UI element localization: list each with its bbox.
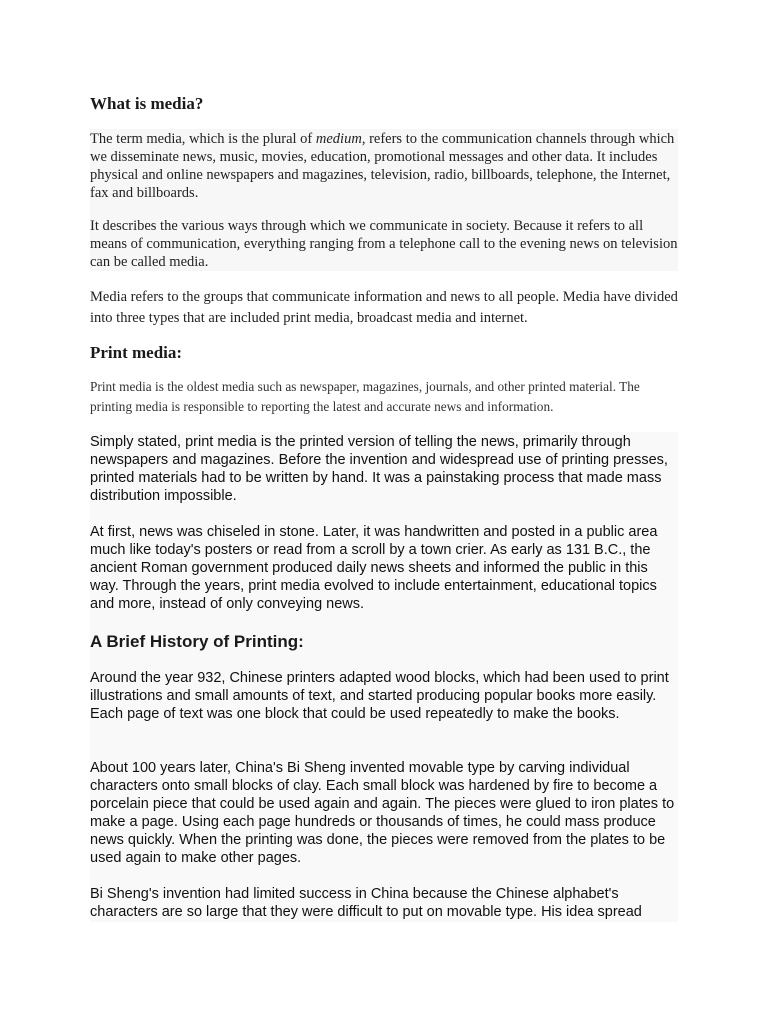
paragraph-8 — [90, 759, 680, 867]
paragraph-5 — [90, 433, 680, 505]
paragraph-text: At first, news was chiseled in stone. Later, it was handwritten and posted in a public area much like today's posters or read from a scroll by a town crier. As early as 131 B.C., the ancient Roman government produced daily news sheets and informed the public in this way. Through the years, print media evolved to include entertainment, educational topics and more, instead of only conveying news. — [90, 524, 658, 612]
paragraph-italic-text: medium — [315, 131, 362, 147]
heading-text: A Brief History of Printing: — [90, 632, 304, 651]
paragraph-6 — [90, 523, 680, 613]
paragraph-text: , refers to the communication channels through which we disseminate news, music, movies, education, promotional messages and other data. It includes physical and online newspapers and magazines, television, radio, billboards, telephone, the Internet, fax and billboards. — [90, 131, 675, 201]
paragraph-2 — [90, 217, 680, 271]
heading-brief-history — [90, 631, 680, 653]
paragraph-text: Media refers to the groups that communicate information and news to all people. Media have divided into three types that are included print media, broadcast media and internet. — [90, 289, 678, 326]
paragraph-3 — [90, 287, 680, 329]
paragraph-text: Simply stated, print media is the printed version of telling the news, primarily through newspapers and magazines. Before the invention and widespread use of printing presses, printed materials had to be written by hand. It was a painstaking process that made mass distribution impossible. — [90, 434, 668, 504]
heading-text: What is media? — [90, 94, 204, 113]
paragraph-text: Around the year 932, Chinese printers adapted wood blocks, which had been used to print illustrations and small amounts of text, and started producing popular books more easily. Each page of text was one block that could be used repeatedly to make the books. — [90, 670, 669, 722]
paragraph-text: About 100 years later, China's Bi Sheng invented movable type by carving individual characters onto small blocks of clay. Each small block was hardened by fire to become a porcelain piece that could be used again and again. The pieces were glued to iron plates to make a page. Using each page hundreds or thousands of times, he could mass produce news quickly. When the printing was done, the pieces were removed from the plates to be used again to make other pages. — [90, 760, 675, 866]
paragraph-text: Bi Sheng's invention had limited success in China because the Chinese alphabet's characters are so large that they were difficult to put on movable type. His idea spread — [90, 886, 642, 920]
paragraph-7 — [90, 669, 680, 723]
heading-what-is-media — [90, 93, 680, 115]
paragraph-text: Print media is the oldest media such as newspaper, magazines, journals, and other printed material. The printing media is responsible to reporting the latest and accurate news and information. — [90, 379, 640, 414]
paragraph-text: It describes the various ways through which we communicate in society. Because it refers to all means of communication, everything ranging from a telephone call to the evening news on television can be called media. — [90, 218, 678, 270]
paragraph-9 — [90, 885, 680, 921]
paragraph-4 — [90, 377, 680, 416]
paragraph-1 — [90, 130, 680, 202]
heading-print-media — [90, 342, 680, 364]
paragraph-text: The term media, which is the plural of — [90, 131, 316, 147]
heading-text: Print media: — [90, 343, 183, 362]
